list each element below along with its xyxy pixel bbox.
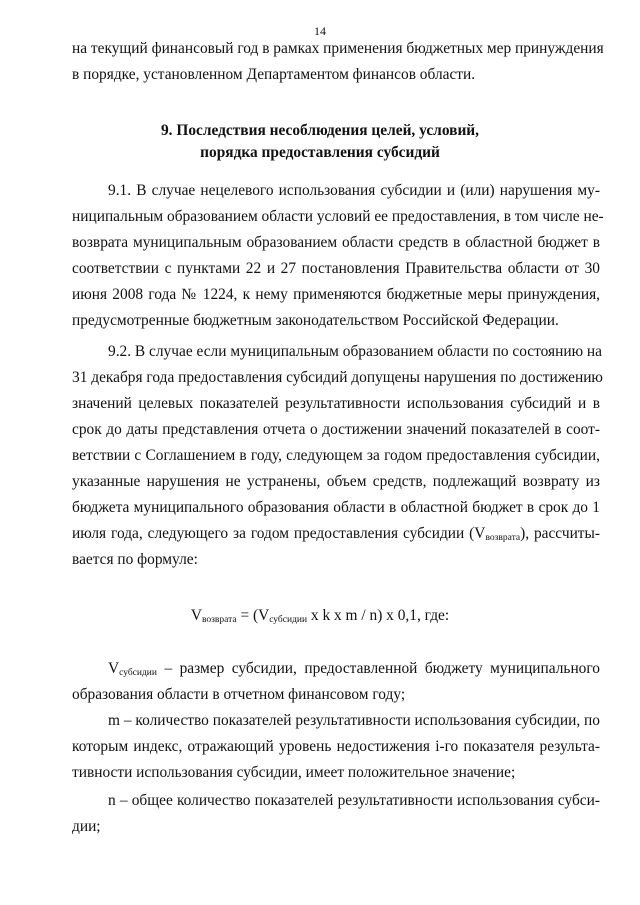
text-line: бюджета муниципального образования области в областной бюджет в срок до 1 — [72, 499, 600, 516]
text-line: образования области в отчетном финансовом году; — [72, 686, 406, 703]
section-heading-line: 9. Последствия несоблюдения целей, условий, — [160, 122, 480, 139]
text-line — [108, 656, 600, 682]
text-line: срок до даты представления отчета о достижении значений показателей в соот- — [72, 421, 600, 438]
text-fragment: июля года, следующего за годом предоставления субсидии (V — [72, 525, 486, 542]
text-line: m – количество показателей результативности использования субсидии, по — [108, 712, 600, 729]
formula-text: = (V — [236, 607, 270, 624]
text-line: 9.2. В случае если муниципальным образованием области по состоянию на — [108, 343, 602, 360]
formula — [0, 603, 640, 629]
text-line: дии; — [72, 818, 101, 835]
symbol-v: V — [108, 660, 120, 677]
text-line: значений целевых показателей результативности использования субсидий и в — [72, 395, 600, 412]
page-number: 14 — [314, 24, 326, 38]
subscript: субсидии — [119, 668, 157, 678]
text-line: n – общее количество показателей результативности использования субси- — [108, 792, 600, 809]
text-line: которым индекс, отражающий уровень недостижения i-го показателя результа- — [72, 738, 600, 755]
subscript: возврата — [201, 615, 237, 625]
text-fragment: – размер субсидии, предоставленной бюджету муниципального — [156, 660, 600, 677]
text-line: указанные нарушения не устранены, объем средств, подлежащий возврату из — [72, 473, 600, 490]
formula-text: x k x m / n) x 0,1, где: — [307, 607, 450, 624]
text-line: на текущий финансовый год в рамках применения бюджетных мер принуждения — [72, 40, 604, 57]
subscript: субсидии — [269, 615, 308, 625]
formula-v: V — [190, 607, 202, 624]
text-line: 9.1. В случае нецелевого использования субсидии и (или) нарушения му- — [108, 182, 600, 199]
text-line: июня 2008 года № 1224, к нему применяются бюджетные меры принуждения, — [72, 286, 600, 303]
subscript: возврата — [485, 533, 521, 543]
text-line: ниципальным образованием области условий ее предоставления, в том числе не- — [72, 208, 604, 225]
text-line: вается по формуле: — [72, 551, 198, 568]
text-line — [72, 521, 600, 547]
text-line: предусмотренные бюджетным законодательством Российской Федерации. — [72, 312, 559, 329]
text-line: в порядке, установленном Департаментом финансов области. — [72, 66, 476, 83]
text-line: соответствии с пунктами 22 и 27 постановления Правительства области от 30 — [72, 260, 600, 277]
text-line: возврата муниципальным образованием области средств в областной бюджет в — [72, 234, 600, 251]
text-fragment: ), рассчиты- — [520, 525, 600, 542]
section-heading-line: порядка предоставления субсидий — [200, 144, 440, 161]
text-line: тивности использования субсидии, имеет положительное значение; — [72, 764, 516, 781]
text-line: 31 декабря года предоставления субсидий допущены нарушения по достижению — [72, 369, 603, 386]
text-line: ветствии с Соглашением в году, следующем за годом предоставления субсидии, — [72, 447, 600, 464]
